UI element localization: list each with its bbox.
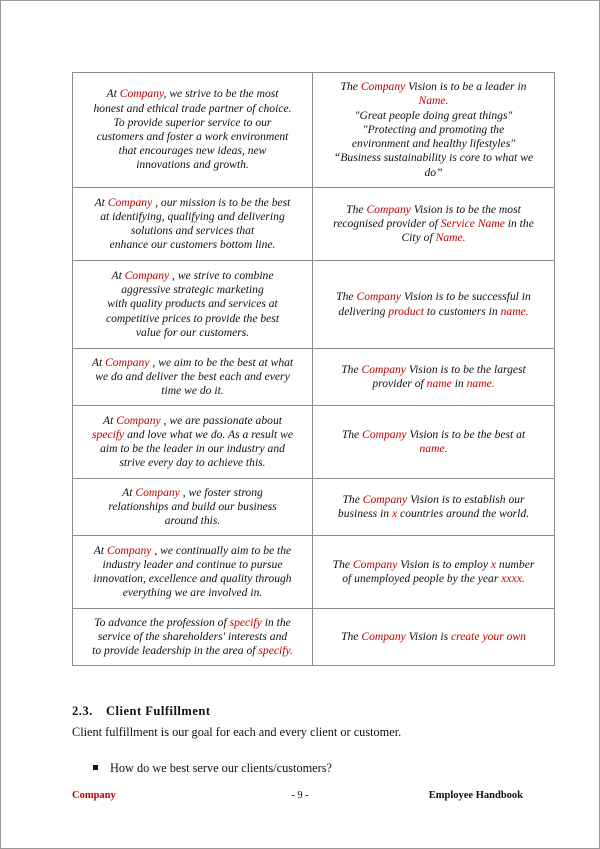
table-row <box>73 406 555 479</box>
cell-text: that encourages new ideas, new <box>118 144 267 158</box>
cell-line <box>319 428 548 442</box>
mission-cell <box>73 536 313 609</box>
bullet-text: How do we best serve our clients/customers? <box>110 761 332 775</box>
mission-cell <box>73 188 313 261</box>
cell-line <box>319 217 548 231</box>
cell-line <box>319 507 548 521</box>
cell-text: of unemployed people by the year <box>342 572 502 585</box>
cell-text: At <box>122 485 136 499</box>
placeholder-text: Service Name <box>440 216 505 230</box>
cell-line <box>79 630 306 644</box>
cell-text: around this. <box>164 514 221 528</box>
placeholder-text: Company <box>360 80 406 94</box>
cell-text: The <box>340 80 361 94</box>
cell-line <box>319 630 548 644</box>
cell-text: strive every day to achieve this. <box>119 456 266 470</box>
cell-text: The <box>346 202 367 216</box>
cell-line <box>79 586 306 600</box>
cell-line <box>319 305 548 319</box>
cell-line <box>319 203 548 217</box>
cell-text: “Business sustainability is core to what we <box>333 151 534 165</box>
cell-text: "Great people doing great things" <box>354 108 513 122</box>
placeholder-text: Company <box>352 557 398 571</box>
cell-text: at identifying, qualifying and delivering <box>100 209 285 223</box>
placeholder-text: name. <box>500 304 529 318</box>
placeholder-text: Company <box>366 202 411 216</box>
cell-line <box>79 238 306 252</box>
cell-text: , we aim to be the best at what <box>149 355 294 369</box>
cell-text: At <box>111 268 125 282</box>
cell-line <box>79 414 306 428</box>
cell-text: innovations and growth. <box>136 158 249 172</box>
placeholder-text: Company <box>107 543 152 557</box>
cell-text: To provide superior service to our <box>113 115 272 129</box>
cell-text: Vision is to employ <box>397 557 491 571</box>
cell-line <box>319 80 548 94</box>
placeholder-text: Name. <box>435 231 466 245</box>
cell-text: "Protecting and promoting the <box>362 122 505 136</box>
cell-text: The <box>332 557 353 571</box>
placeholder-text: name. <box>466 377 495 390</box>
table-row <box>73 479 555 536</box>
cell-text: At <box>106 87 120 101</box>
cell-line <box>319 109 548 123</box>
mission-cell <box>73 73 313 188</box>
cell-line <box>79 87 306 101</box>
cell-text: Vision is to be the largest <box>405 362 526 376</box>
section-title: Client Fulfillment <box>106 704 211 718</box>
placeholder-text: Company <box>105 355 150 369</box>
cell-line <box>319 290 548 304</box>
cell-line <box>319 572 548 586</box>
footer-company: Company <box>72 790 116 801</box>
mission-vision-table <box>72 72 555 666</box>
placeholder-text: Company <box>119 87 164 101</box>
vision-cell <box>313 609 555 666</box>
table-row <box>73 349 555 406</box>
cell-line <box>79 442 306 456</box>
section-number: 2.3. <box>72 704 93 718</box>
cell-text: recognised provider of <box>333 216 441 230</box>
cell-line <box>319 442 548 456</box>
cell-text: Vision is to be the best at <box>406 427 526 441</box>
table-row <box>73 73 555 188</box>
table-row <box>73 188 555 261</box>
cell-text: The <box>341 362 362 376</box>
cell-text: aim to be the leader in our industry and <box>100 442 285 455</box>
cell-text: At <box>94 195 108 209</box>
vision-cell <box>313 73 555 188</box>
cell-text: relationships and build our business <box>108 499 277 513</box>
cell-text: customers and foster a work environment <box>96 130 289 143</box>
cell-text: honest and ethical trade partner of choice. <box>93 101 292 115</box>
cell-line <box>79 384 306 398</box>
placeholder-text: Company <box>107 195 153 209</box>
bullet-square-icon <box>93 765 98 770</box>
cell-text: At <box>91 355 106 369</box>
footer-title: Employee Handbook <box>428 790 523 801</box>
cell-line <box>319 493 548 507</box>
vision-cell <box>313 406 555 479</box>
cell-text: and love what we do. As a result we <box>124 427 293 441</box>
cell-text: , we strive to combine <box>169 268 274 282</box>
mission-cell <box>73 479 313 536</box>
cell-text: The <box>336 290 357 304</box>
cell-line <box>79 130 306 144</box>
placeholder-text: name <box>426 377 452 390</box>
mission-cell <box>73 609 313 666</box>
cell-line <box>79 500 306 514</box>
table-row <box>73 536 555 609</box>
cell-text: competitive prices to provide the best <box>105 311 280 325</box>
cell-line <box>319 123 548 137</box>
vision-cell <box>313 479 555 536</box>
cell-text: delivering <box>338 304 389 318</box>
cell-text: everything we are involved in. <box>122 586 263 600</box>
cell-text: The <box>341 427 363 441</box>
placeholder-text: create your own <box>451 629 526 643</box>
placeholder-text: Company <box>361 362 406 376</box>
cell-text: do” <box>424 165 443 179</box>
cell-text: Vision is to be a leader in <box>405 80 527 94</box>
vision-cell <box>313 261 555 349</box>
cell-text: Vision is to establish our <box>407 492 525 506</box>
cell-line <box>79 158 306 172</box>
placeholder-text: Company <box>356 290 401 304</box>
cell-text: Vision is <box>405 629 452 643</box>
cell-line <box>319 151 548 165</box>
cell-line <box>319 377 548 391</box>
cell-text: provider of <box>372 377 427 390</box>
cell-line <box>319 558 548 572</box>
cell-line <box>79 558 306 572</box>
placeholder-text: Company <box>116 413 161 427</box>
bullet-list-item <box>93 761 332 776</box>
cell-text: enhance our customers bottom line. <box>109 238 276 252</box>
cell-line <box>79 370 306 384</box>
placeholder-text: specify. <box>258 644 293 658</box>
cell-text: we do and deliver the best each and every <box>95 369 290 383</box>
cell-line <box>79 356 306 370</box>
cell-line <box>79 102 306 116</box>
cell-text: business in <box>337 507 392 520</box>
placeholder-text: specify <box>229 615 262 629</box>
cell-text: The <box>341 629 362 643</box>
placeholder-text: x <box>490 557 497 571</box>
placeholder-text: Company <box>362 427 407 441</box>
cell-text: At <box>93 543 107 557</box>
cell-text: aggressive strategic marketing <box>121 283 264 297</box>
cell-text: The <box>342 492 363 506</box>
cell-line <box>79 572 306 586</box>
cell-text: in the <box>261 615 291 629</box>
cell-text: environment and healthy lifestyles" <box>351 137 516 151</box>
cell-line <box>79 486 306 500</box>
cell-line <box>79 116 306 130</box>
cell-line <box>319 137 548 151</box>
cell-line <box>79 644 306 658</box>
cell-line <box>79 283 306 297</box>
cell-text: value for our customers. <box>135 325 250 339</box>
cell-text: , our mission is to be the best <box>152 195 291 209</box>
cell-text: service of the shareholders' interests and <box>97 629 288 643</box>
placeholder-text: Name. <box>418 94 449 108</box>
cell-line <box>319 231 548 245</box>
vision-cell <box>313 536 555 609</box>
cell-text: time we do it. <box>161 384 224 398</box>
cell-line <box>79 326 306 340</box>
cell-line <box>319 363 548 377</box>
cell-text: Vision is to be the most <box>410 202 521 216</box>
cell-line <box>79 428 306 442</box>
vision-cell <box>313 188 555 261</box>
cell-text: in the <box>504 216 534 230</box>
cell-text: , we are passionate about <box>160 413 282 427</box>
cell-line <box>79 544 306 558</box>
placeholder-text: Company <box>361 629 406 643</box>
cell-line <box>79 210 306 224</box>
placeholder-text: specify <box>92 427 125 441</box>
cell-line <box>79 514 306 528</box>
cell-text: , we strive to be the most <box>163 87 279 101</box>
cell-text: to provide leadership in the area of <box>92 644 259 658</box>
placeholder-text: x <box>392 507 398 520</box>
mission-cell <box>73 349 313 406</box>
placeholder-text: xxxx. <box>501 572 525 585</box>
placeholder-text: Company <box>124 268 170 282</box>
cell-line <box>79 196 306 210</box>
cell-text: with quality products and services at <box>107 297 278 311</box>
mission-cell <box>73 261 313 349</box>
cell-text: countries around the world. <box>397 507 530 520</box>
cell-text: To advance the profession of <box>94 615 230 629</box>
cell-line <box>79 144 306 158</box>
cell-line <box>319 94 548 108</box>
cell-text: innovation, excellence and quality through <box>93 572 292 585</box>
placeholder-text: Company <box>135 485 180 499</box>
vision-cell <box>313 349 555 406</box>
section-heading <box>72 704 210 719</box>
placeholder-text: product <box>388 304 424 318</box>
table-row <box>73 609 555 666</box>
cell-text: industry leader and continue to pursue <box>102 557 283 571</box>
cell-text: , we foster strong <box>179 485 263 499</box>
cell-text: solutions and services that <box>130 224 255 237</box>
mission-cell <box>73 406 313 479</box>
table-row <box>73 261 555 349</box>
cell-text: to customers in <box>423 304 501 318</box>
cell-text: , we continually aim to be the <box>151 543 292 557</box>
cell-text: City of <box>401 231 436 245</box>
cell-text: number <box>496 557 535 571</box>
section-paragraph: Client fulfillment is our goal for each and every client or customer. <box>72 725 402 739</box>
cell-text: Vision is to be successful in <box>400 290 531 304</box>
placeholder-text: Company <box>362 492 408 506</box>
cell-line <box>79 297 306 311</box>
cell-line <box>79 224 306 238</box>
cell-text: At <box>103 413 117 427</box>
cell-line <box>319 166 548 180</box>
cell-text: in <box>451 377 467 390</box>
cell-line <box>79 312 306 326</box>
footer-page-number: - 9 - <box>291 790 309 801</box>
cell-line <box>79 616 306 630</box>
cell-line <box>79 456 306 470</box>
placeholder-text: name. <box>419 442 448 455</box>
cell-line <box>79 269 306 283</box>
